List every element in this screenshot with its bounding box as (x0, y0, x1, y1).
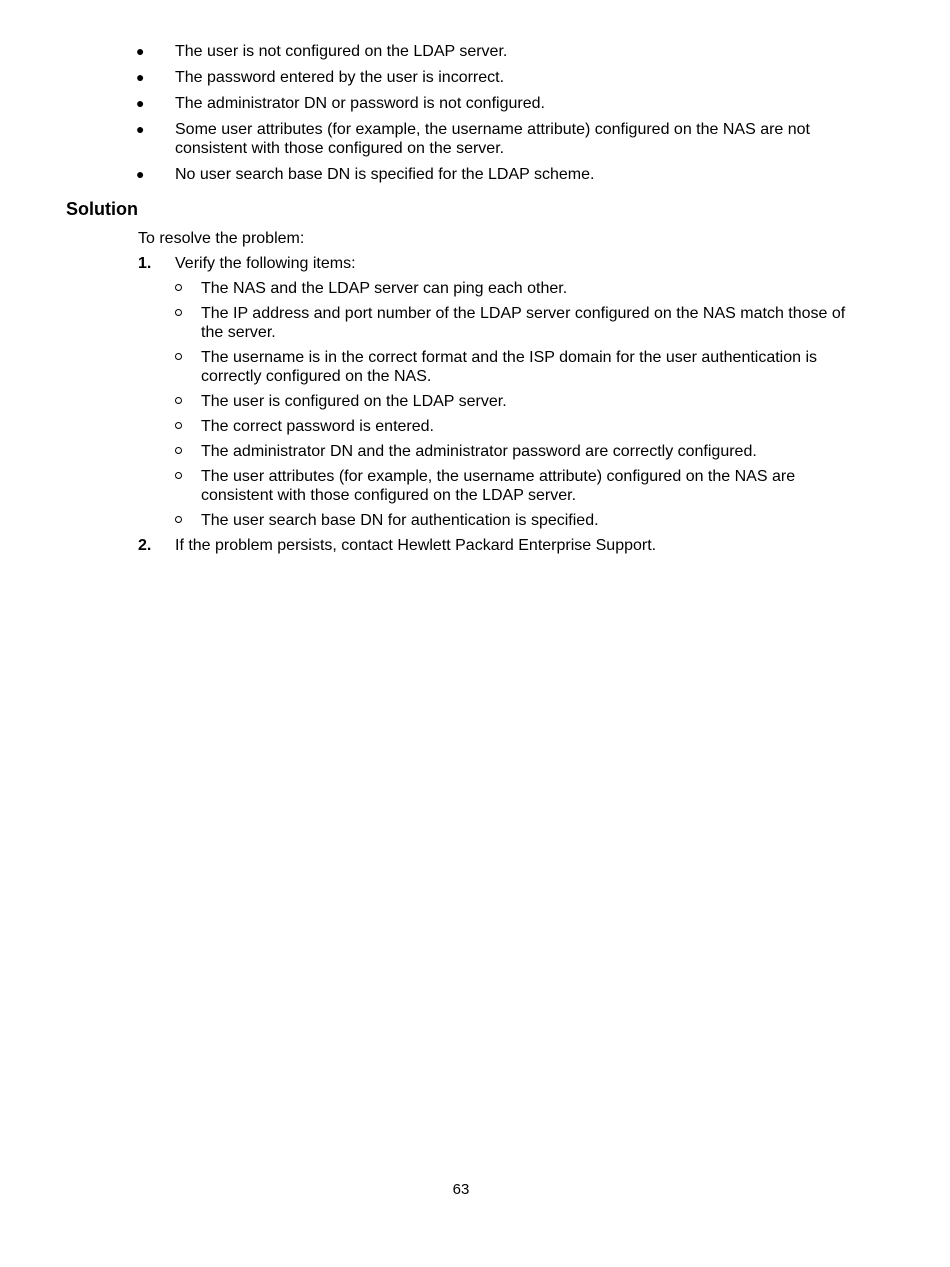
circle-bullet-icon (175, 309, 182, 316)
cause-text: The password entered by the user is incorrect. (175, 69, 505, 86)
step-text: Verify the following items: (175, 255, 356, 272)
circle-bullet-icon (175, 516, 182, 523)
circle-bullet-icon (175, 397, 182, 404)
verify-item-text: The username is in the correct format and the ISP domain for the user authentication is correctly configured on the NAS. (201, 349, 818, 385)
verify-item-text: The user search base DN for authentication is specified. (201, 512, 599, 529)
list-item (175, 442, 861, 461)
circle-bullet-icon (175, 447, 182, 454)
list-item (0, 68, 865, 87)
list-item (175, 279, 861, 298)
verify-item-text: The correct password is entered. (201, 418, 434, 435)
cause-text: Some user attributes (for example, the username attribute) configured on the NAS are not consistent with those configured on the server. (175, 121, 810, 157)
list-item (175, 467, 861, 505)
step-text: If the problem persists, contact Hewlett Packard Enterprise Support. (175, 537, 657, 554)
intro-text: To resolve the problem: (138, 230, 305, 247)
list-item (0, 42, 865, 61)
list-item (175, 348, 861, 386)
steps-list (0, 254, 950, 561)
list-item (175, 511, 861, 530)
list-item (0, 120, 865, 158)
circle-bullet-icon (175, 422, 182, 429)
step-number: 1. (138, 255, 152, 272)
verify-item-text: The NAS and the LDAP server can ping each other. (201, 280, 568, 297)
step-item (0, 536, 875, 555)
step-number: 2. (138, 537, 152, 554)
bullet-icon: ● (136, 166, 145, 182)
verify-item-text: The user is configured on the LDAP server. (201, 393, 507, 410)
verify-item-text: The user attributes (for example, the username attribute) configured on the NAS are consistent with those configured on the LDAP server. (201, 468, 796, 504)
bullet-icon: ● (136, 121, 145, 137)
list-item (175, 304, 861, 342)
list-item (175, 392, 861, 411)
list-item (0, 94, 865, 113)
circle-bullet-icon (175, 472, 182, 479)
cause-text: No user search base DN is specified for the LDAP scheme. (175, 166, 595, 183)
list-item (175, 417, 861, 436)
list-item (0, 165, 865, 184)
circle-bullet-icon (175, 284, 182, 291)
page-number: 63 (452, 1181, 470, 1198)
verify-items-list (175, 279, 875, 530)
cause-list (0, 42, 950, 191)
verify-item-text: The administrator DN and the administrator password are correctly configured. (201, 443, 757, 460)
circle-bullet-icon (175, 353, 182, 360)
verify-item-text: The IP address and port number of the LDAP server configured on the NAS match those of the server. (201, 305, 846, 341)
bullet-icon: ● (136, 95, 145, 111)
cause-text: The administrator DN or password is not configured. (175, 95, 545, 112)
cause-text: The user is not configured on the LDAP server. (175, 43, 508, 60)
bullet-icon: ● (136, 69, 145, 85)
step-item (0, 254, 875, 530)
bullet-icon: ● (136, 43, 145, 59)
section-heading: Solution (66, 199, 138, 219)
